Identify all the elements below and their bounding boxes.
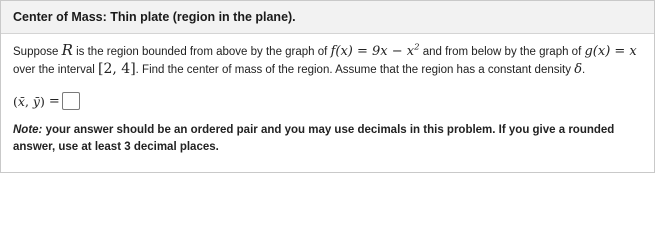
problem-header <box>1 1 654 34</box>
problem-statement <box>13 42 646 79</box>
statement-text: . <box>582 64 586 76</box>
function-f-definition <box>331 44 420 59</box>
region-symbol: R <box>61 41 73 59</box>
note-text: your answer should be an ordered pair and you may use decimals in this problem. If you give a rounded answer, use at least 3 decimal places. <box>13 124 615 153</box>
problem-title: Center of Mass: Thin plate (region in the plane). <box>13 10 296 24</box>
function-f-exponent: 2 <box>414 42 420 53</box>
y-bar-symbol: ȳ <box>32 93 40 109</box>
function-g-definition: g(x) = x <box>584 44 637 59</box>
answer-label: (x̄, ȳ) <box>13 93 45 109</box>
x-bar-symbol: x̄ <box>17 93 25 109</box>
statement-text: over the interval <box>13 64 99 76</box>
equals-sign: = <box>48 93 60 109</box>
function-f-lhs: f(x) = <box>330 44 373 59</box>
note-label: Note: <box>13 124 43 136</box>
problem-statement-line-1 <box>13 42 646 61</box>
statement-text: is the region bounded from above by the graph of <box>72 46 331 58</box>
statement-text: Suppose <box>13 46 62 58</box>
statement-text: . Find the center of mass of the region. Assume that the region has a constant density <box>135 64 575 76</box>
answer-row <box>13 92 80 110</box>
note <box>13 122 624 156</box>
interval: [2, 4] <box>98 61 136 77</box>
problem-statement-line-2 <box>13 61 646 79</box>
density-symbol: δ <box>574 62 583 77</box>
function-f-rhs: 9x − x <box>372 44 415 59</box>
statement-text: and from below by the graph of <box>419 46 585 58</box>
answer-input[interactable] <box>62 92 80 110</box>
